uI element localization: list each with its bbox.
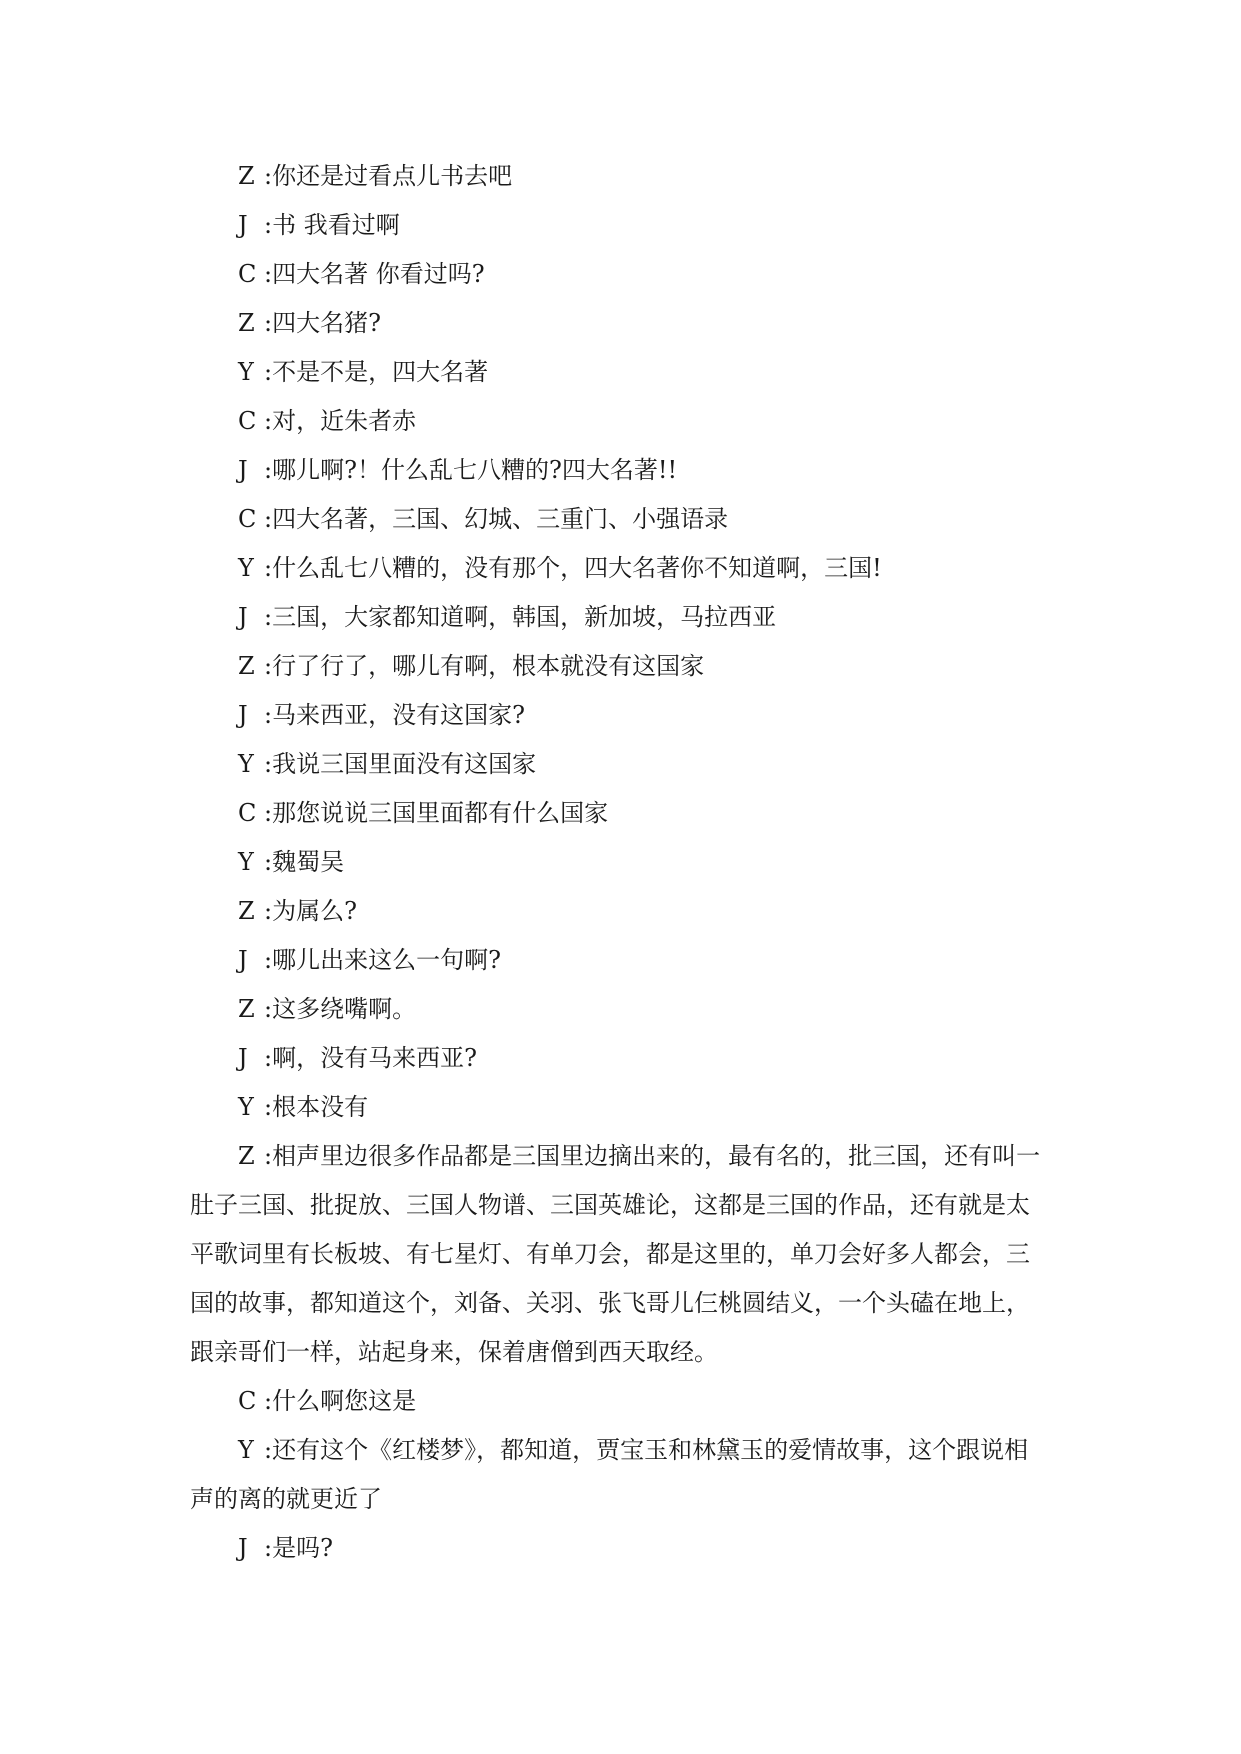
line-text: :那您说说三国里面都有什么国家 xyxy=(264,799,609,827)
line-text: :三国，大家都知道啊，韩国，新加坡，马拉西亚 xyxy=(264,603,777,631)
speaker-label: J xyxy=(238,701,248,729)
line-text: :相声里边很多作品都是三国里边摘出来的，最有名的，批三国，还有叫一肚子三国、批捉放、三国人物谱、三国英雄论，这都是三国的作品，还有就是太平歌词里有长板坡、有七星灯、有单刀会，都是这里的，单刀会好多人都会，三国的故事，都知道这个，刘备、关羽、张飞哥儿仨桃圆结义，一个头磕在地上，跟亲哥们一样，站起身来，保着唐僧到西天取经。 xyxy=(190,1142,1041,1366)
speaker-label: Y xyxy=(238,1436,254,1464)
dialogue-line xyxy=(190,985,1050,1034)
dialogue-line xyxy=(190,936,1050,985)
line-text: :还有这个《红楼梦》，都知道，贾宝玉和林黛玉的爱情故事，这个跟说相声的离的就更近了 xyxy=(190,1436,1029,1513)
speaker-label: J xyxy=(238,946,248,974)
speaker-label: Z xyxy=(238,162,255,190)
dialogue-line xyxy=(190,152,1050,201)
line-text: :四大名著 你看过吗? xyxy=(264,260,485,288)
line-text: :不是不是，四大名著 xyxy=(264,358,489,386)
dialogue-line xyxy=(190,1426,1050,1524)
speaker-label: C xyxy=(238,407,257,435)
dialogue-line xyxy=(190,544,1050,593)
dialogue-line xyxy=(190,1377,1050,1426)
speaker-label: C xyxy=(238,505,257,533)
dialogue-line xyxy=(190,348,1050,397)
dialogue-line xyxy=(190,642,1050,691)
dialogue-body xyxy=(190,152,1050,1573)
line-text: :什么啊您这是 xyxy=(264,1387,417,1415)
speaker-label: Y xyxy=(238,358,254,386)
dialogue-line xyxy=(190,691,1050,740)
dialogue-line xyxy=(190,1524,1050,1573)
speaker-label: J xyxy=(238,1044,248,1072)
dialogue-line xyxy=(190,201,1050,250)
speaker-label: C xyxy=(238,1387,257,1415)
line-text: :哪儿出来这么一句啊? xyxy=(264,946,501,974)
line-text: :这多绕嘴啊。 xyxy=(264,995,417,1023)
dialogue-line xyxy=(190,593,1050,642)
dialogue-line xyxy=(190,838,1050,887)
speaker-label: Z xyxy=(238,897,255,925)
speaker-label: Z xyxy=(238,995,255,1023)
line-text: :书 我看过啊 xyxy=(264,211,400,239)
dialogue-line xyxy=(190,397,1050,446)
speaker-label: C xyxy=(238,260,257,288)
speaker-label: Y xyxy=(238,554,254,582)
speaker-label: J xyxy=(238,603,248,631)
speaker-label: Z xyxy=(238,1142,255,1170)
line-text: :根本没有 xyxy=(264,1093,369,1121)
line-text: :魏蜀吴 xyxy=(264,848,345,876)
dialogue-line xyxy=(190,1083,1050,1132)
speaker-label: J xyxy=(238,211,248,239)
dialogue-line xyxy=(190,740,1050,789)
speaker-label: J xyxy=(238,1534,248,1562)
dialogue-line xyxy=(190,887,1050,936)
line-text: :为属么? xyxy=(264,897,357,925)
dialogue-line xyxy=(190,446,1050,495)
line-text: :马来西亚，没有这国家? xyxy=(264,701,525,729)
dialogue-line xyxy=(190,1132,1050,1377)
line-text: :是吗? xyxy=(264,1534,333,1562)
dialogue-line xyxy=(190,495,1050,544)
line-text: :对，近朱者赤 xyxy=(264,407,417,435)
dialogue-line xyxy=(190,250,1050,299)
speaker-label: C xyxy=(238,799,257,827)
line-text: :哪儿啊?！什么乱七八糟的?四大名著!! xyxy=(264,456,678,484)
line-text: :什么乱七八糟的，没有那个，四大名著你不知道啊，三国! xyxy=(264,554,882,582)
line-text: :四大名著，三国、幻城、三重门、小强语录 xyxy=(264,505,729,533)
dialogue-line xyxy=(190,789,1050,838)
line-text: :行了行了，哪儿有啊，根本就没有这国家 xyxy=(264,652,705,680)
line-text: :你还是过看点儿书去吧 xyxy=(264,162,513,190)
dialogue-line xyxy=(190,299,1050,348)
speaker-label: Y xyxy=(238,750,254,778)
line-text: :啊，没有马来西亚? xyxy=(264,1044,477,1072)
speaker-label: Z xyxy=(238,652,255,680)
line-text: :四大名猪? xyxy=(264,309,381,337)
speaker-label: Y xyxy=(238,1093,254,1121)
dialogue-line xyxy=(190,1034,1050,1083)
speaker-label: J xyxy=(238,456,248,484)
speaker-label: Z xyxy=(238,309,255,337)
line-text: :我说三国里面没有这国家 xyxy=(264,750,537,778)
speaker-label: Y xyxy=(238,848,254,876)
